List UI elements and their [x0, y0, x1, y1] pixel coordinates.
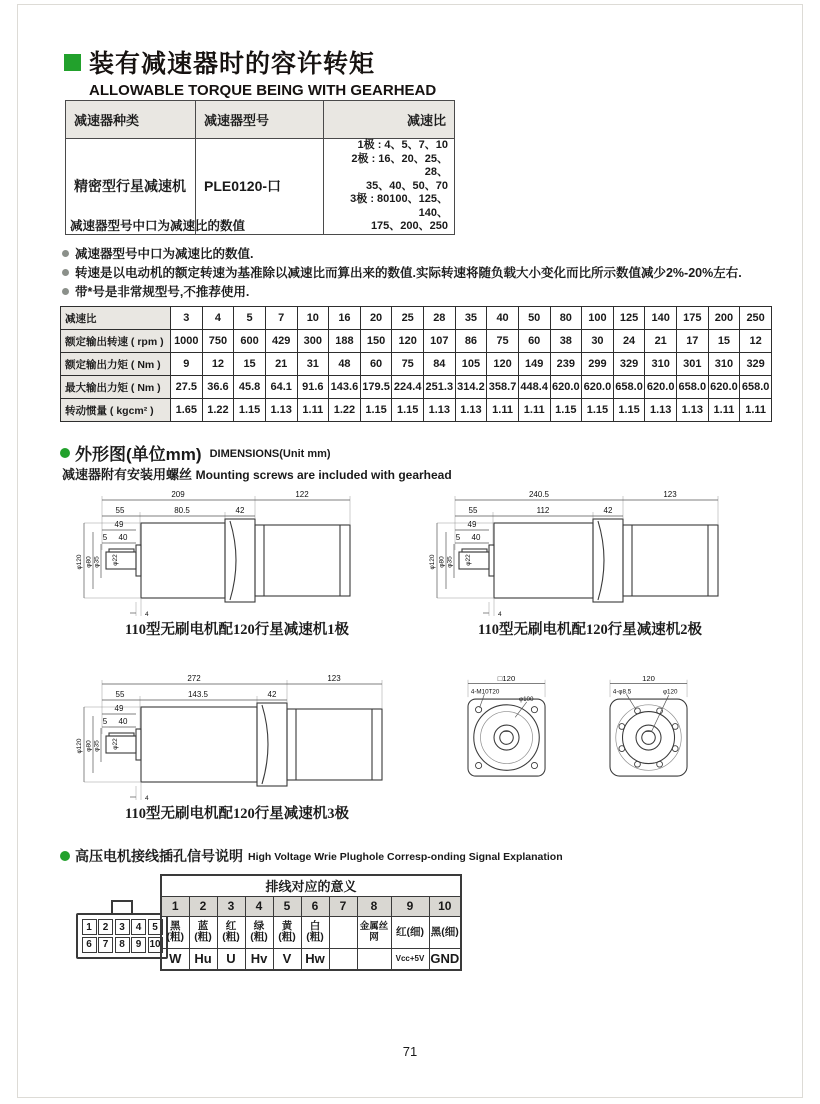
spec-value-cell: 600 — [234, 330, 266, 353]
title-square-icon — [64, 54, 81, 71]
dim-key-length: 40 — [118, 717, 128, 726]
dim-pilot-circle: φ100 — [519, 695, 534, 703]
pin-number-cell: 6 — [301, 896, 329, 916]
spec-value-cell: 50 — [518, 307, 550, 330]
spec-value-cell: 48 — [329, 353, 361, 376]
spec-table-row — [61, 399, 772, 422]
spec-table-row — [61, 376, 772, 399]
signal-name-cell: Hu — [189, 948, 217, 970]
signal-wires-row — [161, 916, 461, 948]
spec-value-cell: 299 — [582, 353, 614, 376]
spec-value-cell: 1.15 — [234, 399, 266, 422]
wire-color-cell: 黑(粗) — [161, 916, 189, 948]
signal-pins-row — [161, 896, 461, 916]
drawing-2pole-side-view — [425, 486, 755, 634]
spec-value-cell: 25 — [392, 307, 424, 330]
connector-body — [76, 913, 168, 959]
spec-value-cell: 140 — [645, 307, 677, 330]
spec-value-cell: 12 — [202, 353, 234, 376]
spec-value-cell: 1.11 — [487, 399, 519, 422]
note-text: 带*号是非常规型号,不推荐使用. — [75, 285, 250, 299]
dim-boss-diameter: φ80 — [85, 556, 93, 568]
dimensions-subheading-zh: 减速器附有安装用螺丝 — [62, 467, 193, 482]
dim-front: 55 — [115, 690, 125, 699]
dim-hub-diameter: φ35 — [93, 556, 101, 568]
spec-value-cell: 310 — [645, 353, 677, 376]
signal-name-cell: V — [273, 948, 301, 970]
dim-adapter: 42 — [267, 690, 277, 699]
spec-table — [60, 306, 772, 422]
dim-rear: 123 — [327, 674, 341, 683]
note-item — [62, 285, 742, 300]
dim-boss-diameter: φ80 — [85, 740, 93, 752]
dim-shaft-length: 49 — [114, 520, 124, 529]
pin-number-cell: 2 — [189, 896, 217, 916]
wire-color-cell: 黑(细) — [429, 916, 461, 948]
spec-value-cell: 1.11 — [297, 399, 329, 422]
note-item — [62, 266, 742, 281]
dim-flange-size: 120 — [642, 674, 655, 683]
spec-value-cell: 36.6 — [202, 376, 234, 399]
dimensions-subheading — [62, 464, 452, 483]
spec-value-cell: 620.0 — [708, 376, 740, 399]
signal-signals-row — [161, 948, 461, 970]
gearhead-col-model: 减速器型号 — [196, 101, 324, 139]
connector-pin-grid — [81, 919, 163, 953]
dim-hub-diameter: φ35 — [446, 556, 454, 568]
connector-pin: 10 — [148, 937, 163, 953]
spec-value-cell: 301 — [677, 353, 709, 376]
connector-pin: 4 — [131, 919, 146, 935]
dim-body: 80.5 — [174, 506, 190, 515]
wire-color-cell: 白(粗) — [301, 916, 329, 948]
spec-value-cell: 60 — [518, 330, 550, 353]
signal-heading-zh: 高压电机接线插孔信号说明 — [75, 848, 243, 864]
spec-value-cell: 1.11 — [708, 399, 740, 422]
spec-value-cell: 358.7 — [487, 376, 519, 399]
spec-value-cell: 1.13 — [677, 399, 709, 422]
spec-value-cell: 1.11 — [740, 399, 772, 422]
signal-title-row — [161, 875, 461, 896]
gearhead-table — [65, 100, 455, 235]
spec-row-label: 额定输出力矩 ( Nm ) — [61, 353, 171, 376]
bullet-icon — [62, 288, 69, 295]
dim-body: 112 — [536, 506, 550, 515]
spec-value-cell: 620.0 — [550, 376, 582, 399]
spec-row-label: 转动惯量 ( kgcm² ) — [61, 399, 171, 422]
spec-value-cell: 30 — [582, 330, 614, 353]
pin-number-cell: 9 — [391, 896, 429, 916]
pin-number-cell: 5 — [273, 896, 301, 916]
dimensions-heading — [60, 440, 331, 465]
spec-value-cell: 429 — [265, 330, 297, 353]
signal-name-cell: W — [161, 948, 189, 970]
dim-total: 209 — [171, 490, 185, 499]
spec-value-cell: 105 — [455, 353, 487, 376]
dim-flange-size: □120 — [497, 674, 516, 683]
note-text: 转速是以电动机的额定转速为基准除以减速比而算出来的数值.实际转速将随负载大小变化而比所示数值减少2%-20%左右. — [75, 266, 742, 280]
spec-value-cell: 75 — [392, 353, 424, 376]
signal-name-cell: GND — [429, 948, 461, 970]
spec-value-cell: 28 — [424, 307, 456, 330]
spec-value-cell: 38 — [550, 330, 582, 353]
dim-flange-diameter: φ120 — [76, 554, 83, 570]
drawing-3pole-caption: 110型无刷电机配120行星减速机3极 — [125, 806, 349, 822]
dim-step: 4 — [145, 795, 149, 802]
spec-value-cell: 239 — [550, 353, 582, 376]
spec-value-cell: 1.22 — [329, 399, 361, 422]
spec-value-cell: 107 — [424, 330, 456, 353]
note-item — [62, 247, 742, 262]
spec-value-cell: 27.5 — [171, 376, 203, 399]
bullet-icon — [62, 269, 69, 276]
dim-front: 55 — [468, 506, 478, 515]
spec-value-cell: 750 — [202, 330, 234, 353]
spec-value-cell: 12 — [740, 330, 772, 353]
dim-key-offset: 5 — [102, 717, 108, 726]
spec-value-cell: 91.6 — [297, 376, 329, 399]
signal-name-cell — [329, 948, 357, 970]
spec-value-cell: 5 — [234, 307, 266, 330]
dim-step: 4 — [145, 611, 149, 618]
connector-pin: 9 — [131, 937, 146, 953]
spec-table-row — [61, 307, 772, 330]
spec-value-cell: 143.6 — [329, 376, 361, 399]
spec-value-cell: 60 — [360, 353, 392, 376]
spec-value-cell: 1.11 — [518, 399, 550, 422]
spec-table-row — [61, 330, 772, 353]
spec-value-cell: 1.13 — [424, 399, 456, 422]
spec-value-cell: 24 — [613, 330, 645, 353]
wire-color-cell: 红(粗) — [217, 916, 245, 948]
drawing-1pole-caption: 110型无刷电机配120行星减速机1极 — [125, 622, 349, 638]
drawing-2pole-caption: 110型无刷电机配120行星减速机2极 — [478, 622, 702, 638]
dim-shaft-diameter: φ22 — [465, 554, 472, 566]
spec-value-cell: 15 — [234, 353, 266, 376]
spec-value-cell: 21 — [265, 353, 297, 376]
pin-number-cell: 3 — [217, 896, 245, 916]
spec-value-cell: 1.22 — [202, 399, 234, 422]
spec-value-cell: 329 — [613, 353, 645, 376]
wire-color-cell: 蓝(粗) — [189, 916, 217, 948]
connector-pin: 5 — [148, 919, 163, 935]
page-title-en: ALLOWABLE TORQUE BEING WITH GEARHEAD — [89, 82, 437, 99]
ratio-line: 2极 : 16、20、25、28、 — [351, 152, 448, 178]
spec-value-cell: 1.13 — [645, 399, 677, 422]
spec-value-cell: 1.15 — [392, 399, 424, 422]
dim-key-length: 40 — [471, 533, 481, 542]
signal-name-cell: Hw — [301, 948, 329, 970]
dim-total: 240.5 — [528, 490, 550, 499]
dim-flange-diameter: φ120 — [76, 738, 83, 754]
dim-total: 272 — [187, 674, 201, 683]
dim-mount-holes: 4-M10T20 — [470, 688, 500, 696]
notes-list — [62, 247, 742, 304]
drawing-1pole-side-view — [72, 486, 402, 634]
spec-value-cell: 1.15 — [613, 399, 645, 422]
signal-name-cell: Vcc+5V — [391, 948, 429, 970]
spec-value-cell: 1.13 — [265, 399, 297, 422]
connector-pin: 7 — [98, 937, 113, 953]
spec-value-cell: 3 — [171, 307, 203, 330]
gearhead-col-type: 减速器种类 — [66, 101, 196, 139]
spec-value-cell: 1.65 — [171, 399, 203, 422]
wire-color-cell: 金属丝网 — [357, 916, 391, 948]
gearhead-header-row — [66, 101, 455, 139]
dim-rear: 123 — [663, 490, 677, 499]
signal-table-title: 排线对应的意义 — [161, 875, 461, 896]
signal-heading-en: High Voltage Wrie Plughole Corresp-onding Signal Explanation — [248, 851, 563, 863]
spec-value-cell: 658.0 — [677, 376, 709, 399]
spec-table-row — [61, 353, 772, 376]
dim-step: 4 — [498, 611, 502, 618]
dim-rear: 122 — [295, 490, 309, 499]
dim-key-offset: 5 — [102, 533, 108, 542]
dim-body: 143.5 — [187, 690, 209, 699]
pin-number-cell: 4 — [245, 896, 273, 916]
spec-value-cell: 16 — [329, 307, 361, 330]
gearhead-footnote: 减速器型号中口为减速比的数值 — [70, 219, 246, 233]
spec-value-cell: 31 — [297, 353, 329, 376]
dimensions-subheading-en: Mounting screws are included with gearhead — [195, 468, 452, 482]
spec-value-cell: 64.1 — [265, 376, 297, 399]
gearhead-col-ratio: 减速比 — [324, 101, 455, 139]
page-title-zh: 装有减速器时的容许转矩 — [89, 50, 376, 78]
gearhead-model-cell: PLE0120-口 — [196, 139, 324, 235]
spec-value-cell: 9 — [171, 353, 203, 376]
drawing-3pole-side-view — [72, 670, 402, 818]
connector-diagram — [76, 900, 168, 959]
motor-flange-view — [584, 674, 714, 804]
spec-row-label: 额定输出转速 ( rpm ) — [61, 330, 171, 353]
ratio-line: 35、40、50、70 — [366, 179, 448, 192]
bullet-icon — [62, 250, 69, 257]
spec-value-cell: 188 — [329, 330, 361, 353]
spec-value-cell: 200 — [708, 307, 740, 330]
spec-value-cell: 1000 — [171, 330, 203, 353]
pin-number-cell: 7 — [329, 896, 357, 916]
pin-number-cell: 1 — [161, 896, 189, 916]
spec-value-cell: 15 — [708, 330, 740, 353]
bullet-icon — [60, 851, 70, 861]
spec-value-cell: 658.0 — [613, 376, 645, 399]
dim-key-length: 40 — [118, 533, 128, 542]
ratio-line: 3极 : 80100、125、140、 — [350, 193, 448, 219]
spec-value-cell: 4 — [202, 307, 234, 330]
spec-value-cell: 250 — [740, 307, 772, 330]
bullet-icon — [60, 448, 70, 458]
signal-table — [160, 874, 462, 971]
spec-value-cell: 120 — [392, 330, 424, 353]
gearhead-type-cell: 精密型行星减速机 — [66, 139, 196, 235]
spec-value-cell: 300 — [297, 330, 329, 353]
spec-value-cell: 620.0 — [582, 376, 614, 399]
dimensions-heading-en: DIMENSIONS(Unit mm) — [209, 448, 331, 460]
flange-views — [442, 674, 714, 804]
dim-shaft-length: 49 — [114, 704, 124, 713]
spec-row-label: 最大输出力矩 ( Nm ) — [61, 376, 171, 399]
spec-row-label: 减速比 — [61, 307, 171, 330]
spec-value-cell: 224.4 — [392, 376, 424, 399]
spec-value-cell: 179.5 — [360, 376, 392, 399]
spec-value-cell: 35 — [455, 307, 487, 330]
dim-flange-diameter: φ120 — [429, 554, 436, 570]
dimensions-heading-zh: 外形图(单位mm) — [75, 445, 202, 464]
dim-key-offset: 5 — [455, 533, 461, 542]
spec-value-cell: 1.15 — [360, 399, 392, 422]
spec-value-cell: 40 — [487, 307, 519, 330]
spec-value-cell: 1.13 — [455, 399, 487, 422]
ratio-line: 175、200、250 — [370, 220, 448, 232]
spec-value-cell: 21 — [645, 330, 677, 353]
spec-value-cell: 620.0 — [645, 376, 677, 399]
signal-name-cell: U — [217, 948, 245, 970]
dim-shaft-length: 49 — [467, 520, 477, 529]
dim-adapter: 42 — [235, 506, 245, 515]
dim-shaft-diameter: φ22 — [112, 554, 119, 566]
dim-mount-holes: 4-φ8.5 — [612, 688, 632, 696]
spec-table-body — [61, 307, 772, 422]
spec-value-cell: 150 — [360, 330, 392, 353]
signal-name-cell: Hv — [245, 948, 273, 970]
spec-value-cell: 120 — [487, 353, 519, 376]
spec-value-cell: 658.0 — [740, 376, 772, 399]
spec-value-cell: 125 — [613, 307, 645, 330]
spec-value-cell: 17 — [677, 330, 709, 353]
spec-value-cell: 314.2 — [455, 376, 487, 399]
spec-value-cell: 84 — [424, 353, 456, 376]
dim-pilot-circle: φ120 — [662, 688, 678, 696]
connector-pin: 1 — [82, 919, 97, 935]
signal-heading — [60, 846, 563, 866]
gearbox-flange-view — [442, 674, 572, 804]
spec-value-cell: 100 — [582, 307, 614, 330]
title-block — [64, 44, 436, 99]
dim-front: 55 — [115, 506, 125, 515]
spec-value-cell: 251.3 — [424, 376, 456, 399]
dim-adapter: 42 — [603, 506, 613, 515]
signal-name-cell — [357, 948, 391, 970]
dim-boss-diameter: φ80 — [438, 556, 446, 568]
page-number: 71 — [402, 1044, 418, 1059]
connector-tab — [111, 900, 133, 913]
note-text: 减速器型号中口为减速比的数值. — [75, 247, 254, 261]
connector-pin: 3 — [115, 919, 130, 935]
spec-value-cell: 86 — [455, 330, 487, 353]
spec-value-cell: 149 — [518, 353, 550, 376]
spec-value-cell: 329 — [740, 353, 772, 376]
spec-value-cell: 75 — [487, 330, 519, 353]
dim-shaft-diameter: φ22 — [112, 738, 119, 750]
pin-number-cell: 8 — [357, 896, 391, 916]
spec-value-cell: 175 — [677, 307, 709, 330]
connector-pin: 6 — [82, 937, 97, 953]
dim-hub-diameter: φ35 — [93, 740, 101, 752]
spec-value-cell: 20 — [360, 307, 392, 330]
wire-color-cell — [329, 916, 357, 948]
connector-pin: 2 — [98, 919, 113, 935]
spec-value-cell: 310 — [708, 353, 740, 376]
spec-value-cell: 448.4 — [518, 376, 550, 399]
ratio-line: 1极 : 4、5、7、10 — [357, 139, 448, 151]
wire-color-cell: 红(细) — [391, 916, 429, 948]
spec-value-cell: 1.15 — [550, 399, 582, 422]
pin-number-cell: 10 — [429, 896, 461, 916]
spec-value-cell: 80 — [550, 307, 582, 330]
spec-value-cell: 45.8 — [234, 376, 266, 399]
spec-value-cell: 1.15 — [582, 399, 614, 422]
wire-color-cell: 黄(粗) — [273, 916, 301, 948]
gearhead-ratio-cell — [324, 139, 455, 235]
spec-value-cell: 7 — [265, 307, 297, 330]
spec-value-cell: 10 — [297, 307, 329, 330]
connector-pin: 8 — [115, 937, 130, 953]
wire-color-cell: 绿(粗) — [245, 916, 273, 948]
